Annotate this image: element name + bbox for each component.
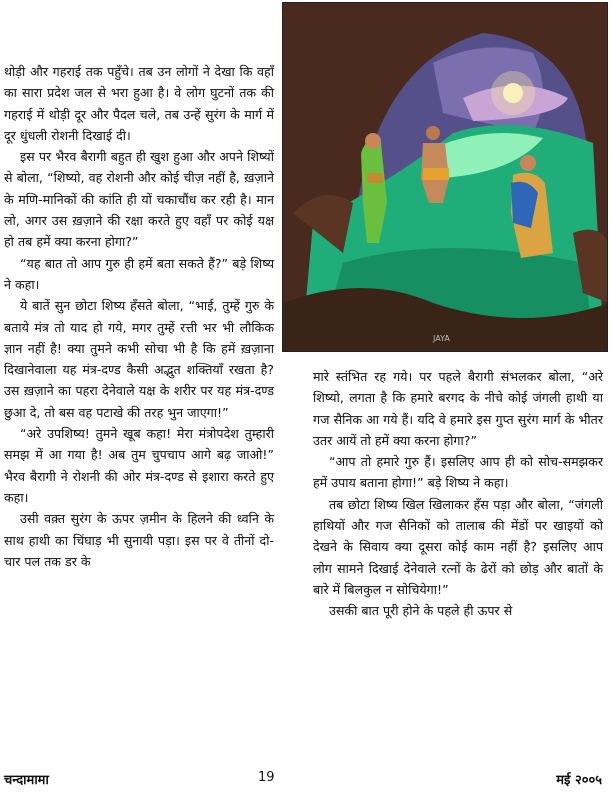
- left-text-column: [4, 61, 274, 572]
- artist-signature: JAYA: [433, 334, 450, 343]
- paragraph: उसकी बात पूरी होने के पहले ही ऊपर से: [329, 603, 513, 619]
- footer-issue-date: मई २००५: [556, 773, 602, 788]
- paragraph: थोड़ी और गहराई तक पहुँचे। तब उन लोगों ने देखा कि वहाँ का सारा प्रदेश जल से भरा हुआ है। वे लोग घुटनों तक की गहराई में थोड़ी दूर और पैदल चले, तब उन्हें सुरंग के मार्ग में दूर धुंधली रोशनी दिखाई दी।: [4, 64, 274, 143]
- paragraph: “आप तो हमारे गुरु हैं। इसलिए आप ही को सोच-समझकर हमें उपाय बताना होगा!” बड़े शिष्य ने कहा।: [313, 454, 603, 491]
- paragraph: मारे स्तंभित रह गये। पर पहले बैरागी संभलकर बोला, “अरे शिष्यो, लगता है कि हमारे बरगद के नीचे कोई जंगली हाथी या गज सैनिक आ गये हैं। यदि वे हमारे इस गुप्त सुरंग मार्ग के भीतर उतर आयें तो हमें क्या करना होगा?”: [313, 369, 603, 448]
- page-number: 19: [258, 770, 275, 785]
- paragraph: “अरे उपशिष्य! तुमने खूब कहा! मेरा मंत्रोपदेश तुम्हारी समझ में आ गया है! अब तुम चुपचाप आगे बढ़ जाओ!” भैरव बैरागी ने रोशनी की ओर मंत्र-दण्ड से इशारा करते हुए कहा।: [4, 426, 274, 505]
- paragraph: “यह बात तो आप गुरु ही हमें बता सकते हैं?” बड़े शिष्य ने कहा।: [4, 255, 274, 292]
- footer-magazine-name: चन्दामामा: [4, 773, 49, 788]
- paragraph: ये बातें सुन छोटा शिष्य हँसते बोला, “भाई, तुम्हें गुरु के बताये मंत्र तो याद हो गये, मगर तुम्हें रत्ती भर भी लौकिक ज्ञान नहीं है! क्या तुमने कभी सोचा भी है कि हमें ख़ज़ाना दिखानेवाला यह मंत्र-दण्ड कैसी अद्भुत शक्तियाँ रखता है? उस ख़ज़ाने का पहरा देनेवाले यक्ष के शरीर पर यह मंत्र-दण्ड छुआ दे, तो बस वह पटाखे की तरह भुन जाएगा!”: [4, 298, 274, 420]
- paragraph: तब छोटा शिष्य खिल खिलाकर हँस पड़ा और बोला, “जंगली हाथियों और गज सैनिकों को तालाब की मेंडों पर खाइयों को देखने के सिवाय क्या दूसरा कोई काम नहीं है? इसलिए आप लोग सामने दिखाई देनेवाले रत्नों के ढेरों को छोड़ और बातों के बारे में बिलकुल न सोचियेगा!”: [313, 496, 603, 597]
- right-text-column: [313, 366, 603, 622]
- cave-illustration: [282, 2, 608, 352]
- paragraph: इस पर भैरव बैरागी बहुत ही खुश हुआ और अपने शिष्यों से बोला, “शिष्यो, वह रोशनी और कोई चीज़ नहीं है, ख़ज़ाने के मणि-मानिकों की कांति ही यों चकाचौंध कर रही है। मान लो, अगर उस ख़ज़ाने की रक्षा करते हुए वहाँ पर कोई यक्ष हो तब हमें क्या करना होगा?”: [4, 149, 274, 250]
- paragraph: उसी वक़्त सुरंग के ऊपर ज़मीन के हिलने की ध्वनि के साथ हाथी का चिंघाड़ भी सुनायी पड़ा। इस पर वे तीनों दो-चार पल तक डर के: [4, 511, 274, 569]
